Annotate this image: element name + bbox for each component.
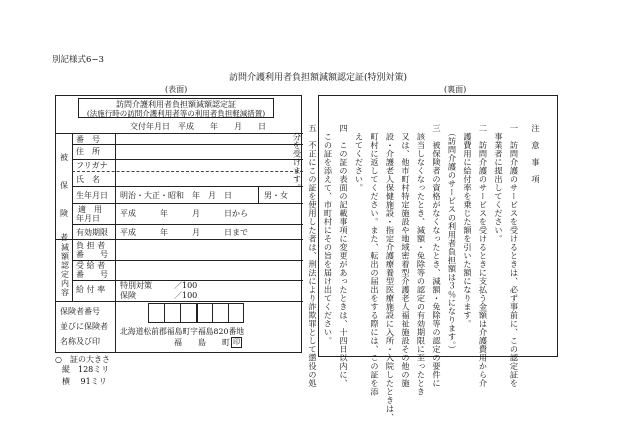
rate-label: 給 付 率 [76,285,106,294]
note-line-8: 又は、他市町村特定施設や地域密着型介護老人福祉施設その他の施 [401,124,411,388]
burden-no-label-1: 負 担 者 [76,241,106,250]
dob-value: 明治・大正・昭和 年 月 日 [120,191,232,200]
note-line-4: 護費用に給付率を乗じた額を引いた額になります。 [463,124,473,328]
insurance-rate: ／100 [174,291,198,300]
valid-value: 平成 年 月 日まで [120,228,248,237]
document-title: 訪問介護利用者負担額減額認定証(特別対策) [229,73,408,83]
furigana-label: フリガナ [76,161,108,170]
special-rate: ／100 [174,281,198,290]
dob-label: 生年月日 [76,191,108,200]
insured-char-4: 者 [60,233,68,242]
note-line-3: 二 訪問介護のサービスを受けるときに支払う金額は介護費用から介 [478,124,489,388]
number-label: 番 号 [76,135,100,144]
burden-no-label-2: 番 号 [76,250,108,259]
insurer-label-2: 並びに保険者 [60,322,108,331]
note-line-5: （訪問介護のサービスの利用者負担額は３％になります。） [447,124,458,354]
note-line-9: 設・介護老人保健施設・指定介護療養型医療施設に入所・入院したときは、 [385,124,396,422]
note-line-15: 分を受けます。 [292,124,303,192]
apply-label-2: 年月日 [76,214,100,223]
note-line-7: 該当しなくなったとき、減額・免除等の認定の有効期限に至ったとき [416,124,427,396]
certificate-title-box [78,98,274,118]
front-card [55,95,302,353]
note-line-2: 事業者に提出してください。 [494,124,504,243]
insurer-town: 福 島 町 [174,338,230,347]
issue-date: 交付年月日 平成 年 月 日 [130,122,266,131]
note-line-10: 町村に返してください。また、転出の届出をする際には、この証を添 [370,124,380,396]
insurer-number-boxes [148,303,244,323]
size-heading: ○ 証の大きさ [55,355,110,364]
size-height: 縦 128ミリ [62,365,110,374]
note-line-13: この証を添えて、市町村にその旨を届け出てください。 [323,124,334,345]
back-side-label: (裏面) [444,85,467,94]
notes-heading: 注 意 事 項 [531,124,541,184]
gender-value: 男・女 [264,191,288,200]
address-label: 住 所 [76,147,100,156]
note-line-14: 五 不正にこの証を使用した者は、刑法により詐欺罪として懲役の処 [308,124,318,388]
insurer-label-3: 名称及び印 [60,337,100,346]
note-line-6: 三 被保険者の資格がなくなったとき、減額・免除等の認定の要件に [432,124,442,388]
insurer-address: 北海道松前郡福島町字福島820番地 [120,327,245,336]
insurance-label: 保険 [120,291,136,300]
note-line-12: 四 この証の表面の記載事項に変更があったときは、十四日以内に、 [339,124,349,388]
insured-char-1: 被 [60,153,68,162]
reduction-side-label: 減額認定内容 [61,243,69,297]
insurer-label-1: 保険者番号 [60,307,100,316]
certificate-subtitle: (法施行時の訪問介護利用者等の利用者負担軽減措置) [86,109,266,118]
form-number: 別記様式6−3 [52,55,104,65]
notes-body [289,124,543,422]
recipient-no-label-2: 番 号 [76,270,108,279]
special-label: 特別対策 [120,281,152,290]
front-side-label: (表面) [165,85,188,94]
note-line-1: 一 訪問介護のサービスを受けるときは、必ず事前に、この認定証を [509,124,520,388]
recipient-no-label-1: 受 給 者 [76,261,106,270]
apply-from-value: 平成 年 月 日から [120,209,248,218]
valid-label: 有効期限 [76,228,108,237]
size-width: 横 91ミリ [62,377,107,386]
name-label: 氏 名 [76,175,100,184]
note-line-11: えてください。 [354,124,365,192]
insured-char-3: 険 [60,209,68,218]
certificate-title: 訪問介護利用者負担額減額認定証 [116,100,236,109]
back-card [292,95,558,422]
insurer-seal: 印 [233,338,240,346]
apply-label-1: 適 用 [78,205,102,214]
insured-char-2: 保 [60,181,68,190]
